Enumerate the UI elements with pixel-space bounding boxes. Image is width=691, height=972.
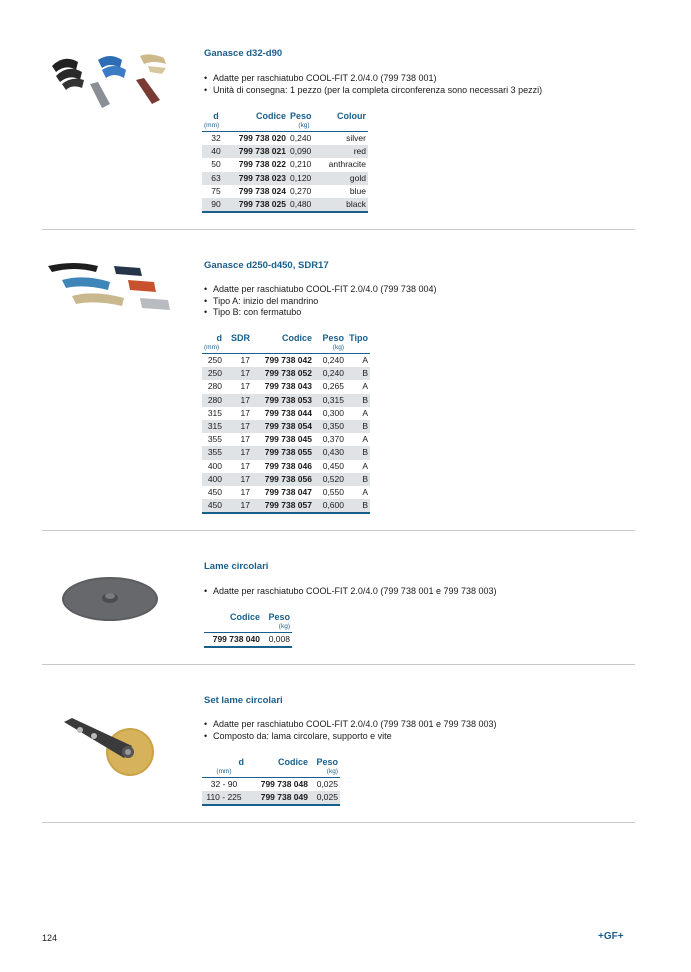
table-row: [202, 172, 368, 185]
table-cell: 0,120: [288, 172, 320, 185]
table-cell: 450: [202, 499, 224, 513]
table-cell: 0,240: [314, 367, 346, 380]
circular-blade-table: [204, 611, 292, 648]
table-row: [202, 367, 370, 380]
table-cell: 17: [224, 473, 252, 486]
bullet-list: [204, 586, 497, 598]
table-row: [202, 791, 340, 805]
table-cell: 400: [207, 460, 222, 471]
table-cell: 799 738 049: [246, 791, 310, 805]
col-header-peso: Peso: [322, 333, 344, 343]
section-title: Set lame circolari: [204, 695, 283, 706]
table-cell: 355: [207, 434, 222, 445]
table-cell: 110 - 225: [202, 791, 246, 805]
bullet-list: [204, 719, 497, 742]
table-cell: 50: [211, 159, 221, 170]
table-row: [202, 420, 370, 433]
table-row: [202, 185, 368, 198]
table-cell: 799 738 023: [230, 172, 288, 185]
col-header-tipo: Tipo: [349, 333, 368, 343]
table-row: [202, 433, 370, 446]
table-cell: 0,520: [314, 473, 346, 486]
table-cell: 799 738 047: [264, 487, 312, 498]
table-cell: A: [362, 434, 368, 445]
table-cell: silver: [346, 133, 366, 143]
table-row: [202, 380, 370, 393]
table-cell: 0,300: [322, 407, 344, 418]
table-cell: 799 738 040: [204, 633, 262, 648]
table-cell: A: [362, 460, 368, 471]
col-header-d: d: [216, 333, 222, 343]
table-cell: 799 738 048: [260, 779, 308, 789]
section-divider: [42, 822, 635, 823]
table-row: [202, 145, 368, 158]
table-cell: anthracite: [328, 159, 366, 170]
table-cell: 0,430: [314, 446, 346, 459]
unit-kg: (kg): [288, 122, 320, 132]
table-row: [202, 460, 370, 473]
table-row: [202, 158, 368, 171]
table-cell: 0,370: [322, 434, 344, 445]
table-cell: 799 738 025: [230, 198, 288, 212]
col-header-codice: Codice: [255, 111, 286, 121]
circular-blade-product-image: [60, 574, 160, 629]
table-cell: 90: [202, 198, 230, 212]
table-row: [202, 486, 370, 499]
unit-kg: (kg): [314, 344, 346, 354]
bullet-item: • Adatte per raschiatubo COOL-FIT 2.0/4.0 (799 738 001): [204, 73, 542, 85]
table-cell: A: [362, 381, 368, 392]
unit-mm: (mm): [202, 768, 246, 778]
table-cell: 280: [207, 381, 222, 392]
table-cell: 799 738 046: [264, 460, 312, 471]
bullet-item: • Composto da: lama circolare, supporto e vite: [204, 731, 497, 743]
col-header-codice: Codice: [229, 612, 260, 622]
table-cell: 0,600: [314, 499, 346, 513]
table-cell: 0,240: [290, 133, 312, 143]
blade-set-table: [202, 756, 340, 806]
table-cell: 0,090: [288, 145, 320, 158]
unit-kg: (kg): [310, 768, 340, 778]
table-cell: 63: [202, 172, 230, 185]
jaw-set-product-image: [48, 50, 178, 115]
table-row: [202, 446, 370, 459]
table-row: [202, 499, 370, 513]
table-cell: 17: [240, 381, 250, 392]
table-cell: 799 738 053: [252, 394, 314, 407]
table-cell: 0,270: [290, 185, 312, 196]
table-cell: 17: [240, 355, 250, 365]
bullet-item: • Adatte per raschiatubo COOL-FIT 2.0/4.0 (799 738 004): [204, 284, 436, 296]
col-header-codice: Codice: [277, 757, 308, 767]
table-cell: B: [346, 394, 370, 407]
bullet-list: [204, 284, 436, 319]
unit-mm: (mm): [202, 122, 230, 132]
table-cell: 799 738 021: [230, 145, 288, 158]
table-cell: 799 738 044: [264, 407, 312, 418]
table-cell: 17: [240, 460, 250, 471]
table-cell: 280: [202, 394, 224, 407]
col-header-sdr: SDR: [230, 333, 250, 343]
bullet-item: • Unità di consegna: 1 pezzo (per la completa circonferenza sono necessari 3 pezzi): [204, 85, 542, 97]
table-cell: 0,025: [310, 791, 340, 805]
table-cell: 315: [207, 407, 222, 418]
table-cell: 799 738 056: [252, 473, 314, 486]
table-cell: 0,240: [322, 355, 344, 365]
table-row: [202, 132, 368, 146]
bullet-item: • Tipo A: inizio del mandrino: [204, 296, 436, 308]
table-cell: A: [362, 407, 368, 418]
jaws-d32-d90-table: [202, 110, 368, 213]
bullet-list: [204, 73, 542, 96]
table-cell: 32 - 90: [210, 779, 238, 789]
table-cell: 799 738 045: [264, 434, 312, 445]
table-cell: 799 738 020: [238, 133, 286, 143]
section-title: Lame circolari: [204, 561, 269, 572]
col-header-peso: Peso: [268, 612, 290, 622]
table-cell: 75: [211, 185, 221, 196]
table-cell: B: [346, 420, 370, 433]
table-cell: 799 738 052: [252, 367, 314, 380]
table-cell: 17: [224, 420, 252, 433]
col-header-peso: Peso: [316, 757, 338, 767]
table-cell: 250: [202, 367, 224, 380]
table-cell: 799 738 054: [252, 420, 314, 433]
page-number: 124: [42, 933, 58, 943]
table-cell: B: [346, 499, 370, 513]
table-cell: black: [320, 198, 368, 212]
blade-set-product-image: [58, 716, 158, 781]
gf-logo: +GF+: [598, 931, 624, 942]
col-header-d: d: [213, 111, 219, 121]
table-cell: 0,008: [262, 633, 292, 648]
table-row: [204, 633, 292, 648]
table-cell: B: [346, 367, 370, 380]
table-cell: A: [362, 487, 368, 498]
unit-kg: (kg): [262, 623, 292, 633]
table-cell: 799 738 057: [252, 499, 314, 513]
table-cell: gold: [320, 172, 368, 185]
table-cell: 17: [224, 499, 252, 513]
jaw-d250-d450-product-image: [44, 260, 184, 321]
table-cell: 0,480: [288, 198, 320, 212]
col-header-d: d: [238, 757, 244, 767]
table-row: [202, 354, 370, 368]
table-cell: 17: [240, 434, 250, 445]
table-cell: 0,315: [314, 394, 346, 407]
table-cell: 315: [202, 420, 224, 433]
section-divider: [42, 664, 635, 665]
bullet-item: • Adatte per raschiatubo COOL-FIT 2.0/4.0 (799 738 001 e 799 738 003): [204, 586, 497, 598]
table-cell: 799 738 022: [238, 159, 286, 170]
col-header-codice: Codice: [281, 333, 312, 343]
table-cell: 250: [207, 355, 222, 365]
table-cell: 40: [202, 145, 230, 158]
table-cell: 17: [224, 367, 252, 380]
bullet-item: • Tipo B: con fermatubo: [204, 307, 436, 319]
table-cell: 799 738 024: [238, 185, 286, 196]
table-cell: 799 738 055: [252, 446, 314, 459]
table-row: [202, 394, 370, 407]
section-divider: [42, 229, 635, 230]
table-cell: 17: [224, 446, 252, 459]
unit-mm: (mm): [202, 344, 224, 354]
jaws-d250-d450-table: [202, 332, 370, 514]
table-cell: B: [346, 473, 370, 486]
table-cell: A: [362, 355, 368, 365]
table-cell: 0,025: [316, 779, 338, 789]
col-header-peso: Peso: [290, 111, 312, 121]
table-cell: 17: [240, 487, 250, 498]
table-cell: 17: [240, 407, 250, 418]
table-cell: 17: [224, 394, 252, 407]
table-row: [202, 407, 370, 420]
table-cell: B: [346, 446, 370, 459]
table-cell: 355: [202, 446, 224, 459]
table-row: [202, 473, 370, 486]
table-cell: 0,350: [314, 420, 346, 433]
table-row: [202, 198, 368, 212]
col-header-colour: Colour: [337, 111, 366, 121]
table-cell: 0,450: [322, 460, 344, 471]
table-cell: 799 738 043: [264, 381, 312, 392]
table-cell: blue: [349, 185, 366, 196]
table-cell: 450: [207, 487, 222, 498]
table-row: [202, 778, 340, 792]
table-cell: 400: [202, 473, 224, 486]
table-cell: 799 738 042: [264, 355, 312, 365]
table-cell: 0,550: [322, 487, 344, 498]
section-title: Ganasce d32-d90: [204, 48, 283, 59]
table-cell: 0,210: [290, 159, 312, 170]
bullet-item: • Adatte per raschiatubo COOL-FIT 2.0/4.0 (799 738 001 e 799 738 003): [204, 719, 497, 731]
section-divider: [42, 530, 635, 531]
table-cell: red: [320, 145, 368, 158]
table-cell: 0,265: [322, 381, 344, 392]
table-cell: 32: [211, 133, 221, 143]
section-title: Ganasce d250-d450, SDR17: [204, 260, 329, 271]
